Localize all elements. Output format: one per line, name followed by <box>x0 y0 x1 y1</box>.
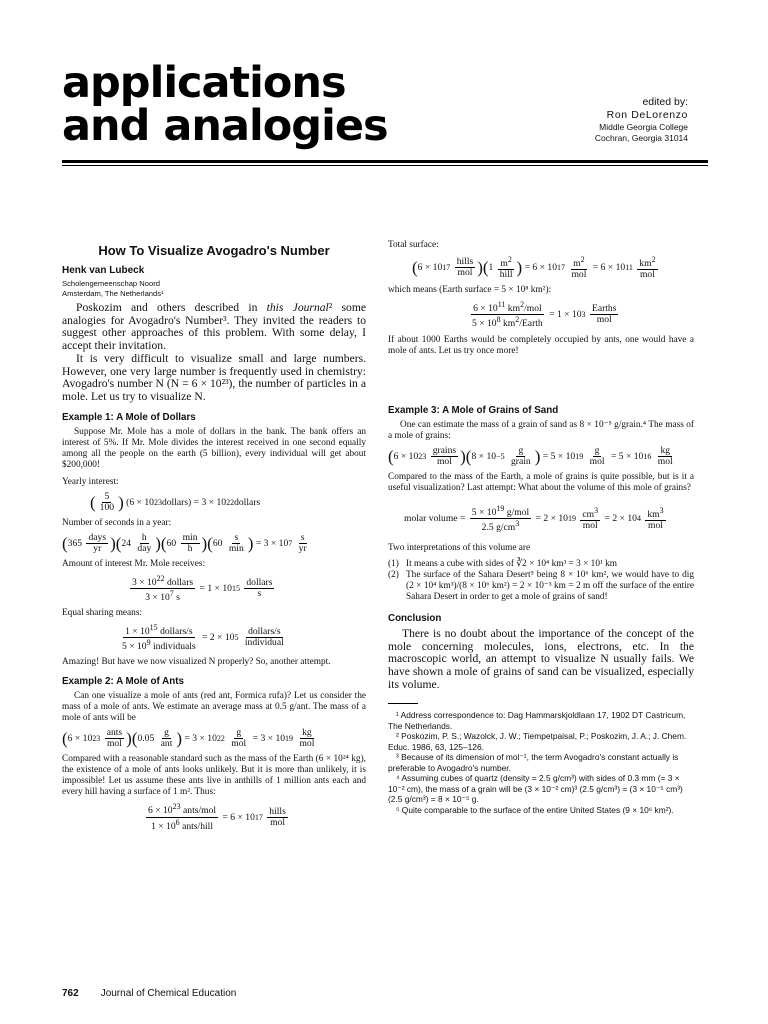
footnote-rule <box>388 703 418 704</box>
article-title: How To Visualize Avogadro's Number <box>98 243 330 258</box>
header-rule-thick <box>62 160 708 163</box>
footnote-3: ³ Because of its dimension of mol⁻¹, the term Avogadro's constant actually is preferable to Avogadro's number. <box>388 752 679 773</box>
seconds-label: Number of seconds in a year: <box>62 517 172 528</box>
equation-ant-mass: ( 6 × 10 23 $\frac{\text{ants}}{\text{mol}}$ )( 0.05 $\frac{g}{\text{ant}}$ ) = 3 × 10 22 $\frac{g}{\text{mol}}$ = 3 × 10 19 $\frac{kg}{\text{mol}}$ <box>62 727 315 750</box>
page-footer <box>62 988 236 999</box>
intro-paragraph-1: Poskozim and others described in this Journal² some analogies for Avogadro's Number³. They invited the readers to suggest other approaches of this problem. With some delay, I accept their invitation. <box>62 301 366 353</box>
interpretation-list <box>388 559 694 603</box>
equation-total-surface: ( 6 × 10 17 $\frac{\text{hills}}{\text{mol}}$ )( 1 $\frac{m^2}{\text{hill}}$ ) = 6 × 10 17 $\frac{m^2}{\text{mol}}$ = 6 × 10 11 $\frac{km^2}{\text{mol}}$ <box>412 255 656 281</box>
equation-earths: $\frac{6 \times 10^{11} km^2/mol}{5 \times 10^8 km^2/Earth}$ = 1 × 10 3 $\frac{\text{Earths}}{\text{mol}}$ <box>472 300 617 330</box>
equation-yearly-interest: ( $\frac{5}{100}$ ) (6 × 10 23 dollars) = 3 × 10 22 dollars <box>90 490 261 513</box>
footnote-1: ¹ Address correspondence to: Dag Hammarskjoldlaan 17, 1902 DT Castricum, The Netherlands. <box>388 710 686 731</box>
equation-interest-per-second: $\frac{3 \times 10^{22} dollars}{3 \times 10^7 s}$ = 1 × 10 15 $\frac{\text{dollars}}{s}$ <box>132 573 273 603</box>
affiliation-line-1: Scholengemeenschap Noord <box>62 279 160 288</box>
example-2-paragraph-1: Can one visualize a mole of ants (red ant, Formica rufa)? Let us consider the mass of a mole of ants. We estimate an average mass at 0.5 g/ant. The mass of a mole of ants will be <box>62 691 366 724</box>
equation-molar-volume: molar volume = $\frac{5 \times 10^{19} g/mol}{2.5 g/cm^3}$ = 2 × 10 19 $\frac{cm^3}{\text{mol}}$ = 2 × 10 4 $\frac{km^3}{\text{mol}}$ <box>404 503 664 533</box>
example-2-paragraph-3: If about 1000 Earths would be completely occupied by ants, one would have a mole of ants. Let us try once more! <box>388 334 694 356</box>
footnote-2: ² Poskozim, P. S.; Wazolck, J. W.; Tiempetpaisal, P.; Poskozim, J. A.; J. Chem. Educ. 1986, 63, 125–126. <box>388 731 687 752</box>
earth-surface-label: which means (Earth surface = 5 × 10⁸ km²): <box>388 285 552 296</box>
conclusion-heading: Conclusion <box>388 612 442 624</box>
list-item: (2) The surface of the Sahara Desert⁵ being 8 × 10⁶ km², we would have to dig (2 × 10⁴ km³)/(8 × 10⁶ km²) = 2 × 10⁻³ km = 2 m off the surface of the entire Sahara Desert in order to get a mole of grains of sand! <box>388 569 694 602</box>
left-column <box>62 240 366 837</box>
author-affiliation <box>62 279 366 299</box>
example-3-paragraph-1: One can estimate the mass of a grain of sand as 8 × 10⁻⁵ g/grain.⁴ The mass of a mole of grains: <box>388 419 694 441</box>
editor-credit <box>595 96 688 144</box>
edited-by-label: edited by: <box>642 96 688 108</box>
equation-anthills: $\frac{6 \times 10^{23} ants/mol}{1 \times 10^6 ants/hill}$ = 6 × 10 17 $\frac{\text{hills}}{\text{mol}}$ <box>148 802 286 832</box>
masthead-line-2: and analogies <box>62 101 388 151</box>
page-number: 762 <box>62 988 79 999</box>
sharing-label: Equal sharing means: <box>62 608 143 618</box>
editor-name: Ron DeLorenzo <box>606 109 688 121</box>
equation-sand-mass: ( 6 × 10 23 $\frac{\text{grains}}{\text{mol}}$ )( 8 × 10 −5 $\frac{g}{\text{grain}}$ ) = 5 × 10 19 $\frac{g}{\text{mol}}$ = 5 × 10 16 $\frac{kg}{\text{mol}}$ <box>388 444 673 467</box>
example-2-heading: Example 2: A Mole of Ants <box>62 676 184 688</box>
equation-seconds-per-year: ( 365 $\frac{\text{days}}{yr}$ )( 24 $\frac{h}{\text{day}}$ )( 60 $\frac{\min}{h}$ )( 60 $\frac{s}{\min}$ ) = 3 × 10 7 $\frac{s}{yr}$ <box>62 531 307 554</box>
editor-affiliation-2: Cochran, Georgia 31014 <box>594 133 688 143</box>
right-column <box>388 240 694 815</box>
example-3-heading: Example 3: A Mole of Grains of Sand <box>388 404 559 416</box>
equation-sharing: $\frac{1 \times 10^{15} dollars/s}{5 \times 10^9 individuals}$ = 2 × 10 5 $\frac{\text{dollars/s}}{\text{individual}}$ <box>122 623 284 653</box>
amount-label: Amount of interest Mr. Mole receives: <box>62 558 206 569</box>
footnote-4: ⁴ Assuming cubes of quartz (density = 2.5 g/cm³) with sides of 0.3 mm (= 3 × 10⁻² cm), the mass of a grain will be (3 × 10⁻² cm)³ (2.5 g/cm³) = (3 × 10⁻⁵ cm³) (2.5 g/cm³) = 8 × 10⁻⁵ g. <box>388 773 683 805</box>
author-name: Henk van Lubeck <box>62 265 145 276</box>
conclusion-paragraph: There is no doubt about the importance of the concept of the mole concerning molecules, ions, electrons, etc. In the macroscopic world, an attempt to visualize N usually fails. We have shown a mole of grains of sand can be visualized, especially its volume. <box>388 626 694 691</box>
example-2-paragraph-2: Compared with a reasonable standard such as the mass of the Earth (6 × 10²⁴ kg), the existence of a mole of ants looks unlikely. But it is more than unlikely, it is impossible! Let us assume these ants live in anthills of 1 million ants each and every hill having a surface of 1 m². Thus: <box>62 754 366 798</box>
intro-paragraph-2: It is very difficult to visualize small and large numbers. However, one very large number is frequently used in chemistry: Avogadro's number N (N = 6 × 10²³), the number of particles in a mole. Let us try to visualize N. <box>62 351 366 403</box>
yearly-interest-label: Yearly interest: <box>62 476 119 487</box>
header-rule-thin <box>62 165 708 166</box>
journal-name: Journal of Chemical Education <box>100 988 237 999</box>
masthead <box>62 58 388 151</box>
example-3-paragraph-2: Compared to the mass of the Earth, a mole of grains is quite possible, but is it a useful visualization? Last attempt: What about the volume of this mole of grains? <box>388 471 694 493</box>
footnote-5: ⁵ Quite comparable to the surface of the entire United States (9 × 10⁶ km²). <box>396 804 674 815</box>
example-1-heading: Example 1: A Mole of Dollars <box>62 411 196 423</box>
footnotes <box>388 710 694 815</box>
affiliation-line-2: Amsterdam, The Netherlands¹ <box>62 289 164 298</box>
amazing-paragraph: Amazing! But have we now visualized N properly? So, another attempt. <box>62 657 331 668</box>
example-1-paragraph: Suppose Mr. Mole has a mole of dollars in the bank. The bank offers an interest of 5%. If Mr. Mole divides the interest received in one second equally among all the people on the earth (5 billion), every individual will get about $200,000! <box>62 426 366 470</box>
total-surface-label: Total surface: <box>388 240 439 250</box>
editor-affiliation-1: Middle Georgia College <box>599 122 688 132</box>
masthead-line-1: applications <box>62 58 346 108</box>
list-item: (1) It means a cube with sides of ∛2 × 10⁴ km³ = 3 × 10¹ km <box>388 558 617 569</box>
two-interpretations-label: Two interpretations of this volume are <box>388 542 531 553</box>
